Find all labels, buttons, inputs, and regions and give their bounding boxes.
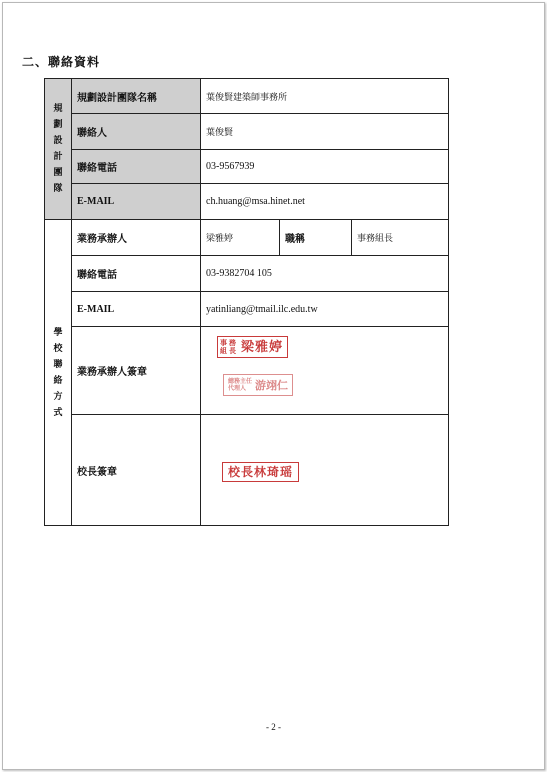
- team-phone-label: 聯絡電話: [72, 150, 201, 184]
- team-email-row: [45, 184, 449, 220]
- job-title-label: 職稱: [280, 220, 352, 256]
- handler-signature-area: [201, 327, 449, 415]
- school-phone-label: 聯絡電話: [72, 256, 201, 292]
- team-phone-row: [45, 150, 449, 184]
- section-title: 二、聯絡資料: [22, 55, 101, 69]
- handler-signature-row: [45, 327, 449, 415]
- handler-signature-label: 業務承辦人簽章: [72, 327, 201, 415]
- school-email-label: E-MAIL: [72, 292, 201, 327]
- school-phone-row: [45, 256, 449, 292]
- page-number: - 2 -: [266, 722, 281, 732]
- handler-title-seal: 事務 組長 梁雅婷: [217, 336, 288, 358]
- principal-signature-label: 校長簽章: [72, 415, 201, 526]
- office-seal: 總務主任 代理人 游翊仁: [223, 374, 293, 396]
- principal-seal: 校長林琦瑶: [222, 462, 299, 482]
- team-name-label: 規劃設計團隊名稱: [72, 79, 201, 114]
- school-handler-row: [45, 220, 449, 256]
- team-contact-row: [45, 114, 449, 150]
- team-contact-label: 聯絡人: [72, 114, 201, 150]
- team-phone-value: 03-9567939: [201, 150, 449, 184]
- school-side-header: 學 校 聯 絡 方 式: [45, 220, 72, 526]
- handler-label: 業務承辦人: [72, 220, 201, 256]
- handler-value: 梁雅婷: [201, 220, 280, 256]
- school-email-row: [45, 292, 449, 327]
- team-email-value: ch.huang@msa.hinet.net: [201, 184, 449, 220]
- principal-signature-area: [201, 415, 449, 526]
- team-email-label: E-MAIL: [72, 184, 201, 220]
- team-name-row: [45, 79, 449, 114]
- school-email-value: yatinliang@tmail.ilc.edu.tw: [201, 292, 449, 327]
- contact-table: [44, 78, 449, 526]
- team-side-header: 規 劃 設 計 團 隊: [45, 79, 72, 220]
- job-title-value: 事務組長: [352, 220, 449, 256]
- school-phone-value: 03-9382704 105: [201, 256, 449, 292]
- principal-signature-row: [45, 415, 449, 526]
- team-contact-value: 葉俊賢: [201, 114, 449, 150]
- team-name-value: 葉俊賢建築師事務所: [201, 79, 449, 114]
